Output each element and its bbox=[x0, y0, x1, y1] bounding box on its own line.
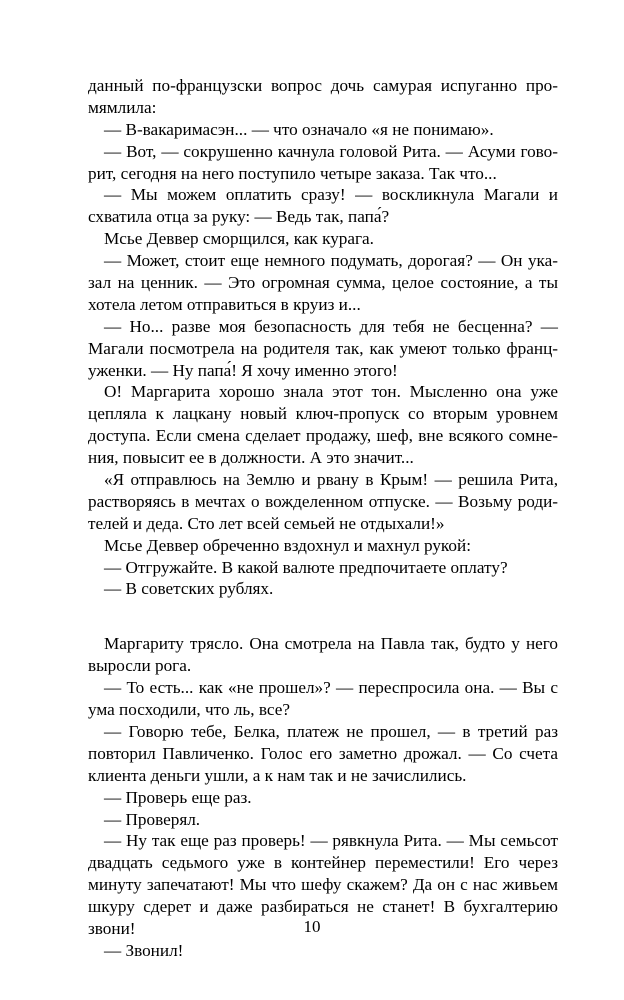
text-line: мямлила: bbox=[88, 97, 157, 117]
text-line: звони! bbox=[88, 918, 136, 938]
text-line: — Проверь еще раз. bbox=[104, 787, 252, 807]
text-line: О! Маргарита хорошо знала этот тон. Мысленно она уже bbox=[104, 382, 558, 402]
text-line: — Но... разве моя безопасность для тебя не бесценна? — bbox=[104, 316, 558, 336]
text-line: доступа. Если смена сделает продажу, шеф, вне всякого сомне- bbox=[88, 426, 558, 446]
text-line: данный по-французски вопрос дочь самурая испуганно про- bbox=[88, 76, 558, 95]
text-line: Магали посмотрела на родителя так, как умеют только франц- bbox=[88, 338, 558, 358]
page-number: 10 bbox=[303, 917, 321, 936]
text-line: клиента деньги ушли, а к нам так и не зачислились. bbox=[88, 765, 467, 785]
text-line: повторил Павличенко. Голос его заметно дрожал. — Со счета bbox=[88, 743, 558, 763]
text-line: выросли рога. bbox=[88, 656, 192, 676]
text-line: растворяясь в мечтах о вожделенном отпуске. — Возьму роди- bbox=[88, 491, 558, 511]
text-line: — Проверял. bbox=[104, 809, 201, 829]
text-line: телей и деда. Сто лет всей семьей не отдыхали!» bbox=[88, 513, 445, 533]
text-line: — Может, стоит еще немного подумать, дорогая? — Он ука- bbox=[104, 251, 558, 271]
text-line: — Отгружайте. В какой валюте предпочитаете оплату? bbox=[104, 557, 508, 577]
text-line: — То есть... как «не прошел»? — переспросила она. — Вы с bbox=[104, 678, 558, 698]
text-line: — Звонил! bbox=[104, 940, 184, 960]
text-line: хотела летом отправиться в круиз и... bbox=[88, 294, 361, 314]
text-line: Мсье Деввер сморщился, как курага. bbox=[104, 229, 374, 249]
text-line: рит, сегодня на него поступило четыре заказа. Так что... bbox=[88, 163, 497, 183]
text-line: двадцать седьмого уже в контейнер переместили! Его через bbox=[88, 853, 558, 873]
text-line: схватила отца за руку: — Ведь так, папа́? bbox=[88, 207, 390, 227]
text-line: — В советских рублях. bbox=[104, 579, 274, 599]
text-line: — Вот, — сокрушенно качнула головой Рита. — Асуми гово- bbox=[104, 141, 558, 161]
text-line: — Мы можем оплатить сразу! — воскликнула Магали и bbox=[104, 185, 558, 205]
section-break bbox=[88, 600, 558, 633]
body-text bbox=[88, 75, 558, 962]
text-line: Маргариту трясло. Она смотрела на Павла так, будто у него bbox=[104, 634, 558, 654]
text-line: — В-вакаримасэн... — что означало «я не понимаю». bbox=[104, 119, 494, 139]
text-line: зал на ценник. — Это огромная сумма, целое состояние, а ты bbox=[88, 273, 558, 293]
text-line: минуту запечатают! Мы что шефу скажем? Да он с нас живьем bbox=[88, 875, 558, 895]
text-line: шкуру сдерет и даже разбираться не станет! В бухгалтерию bbox=[88, 897, 558, 917]
text-line: — Говорю тебе, Белка, платеж не прошел, — в третий раз bbox=[104, 721, 558, 741]
text-line: Мсье Деввер обреченно вздохнул и махнул рукой: bbox=[104, 535, 471, 555]
text-line: ума посходили, что ль, все? bbox=[88, 700, 290, 720]
text-line: ния, повысит ее в должности. А это значит... bbox=[88, 448, 414, 468]
text-line: — Ну так еще раз проверь! — рявкнула Рита. — Мы семьсот bbox=[104, 831, 558, 851]
text-line: цепляла к лацкану новый ключ-пропуск со вторым уровнем bbox=[88, 404, 558, 424]
text-line: «Я отправлюсь на Землю и рвану в Крым! — решила Рита, bbox=[104, 470, 558, 490]
text-line: уженки. — Ну папа́! Я хочу именно этого! bbox=[88, 360, 398, 380]
